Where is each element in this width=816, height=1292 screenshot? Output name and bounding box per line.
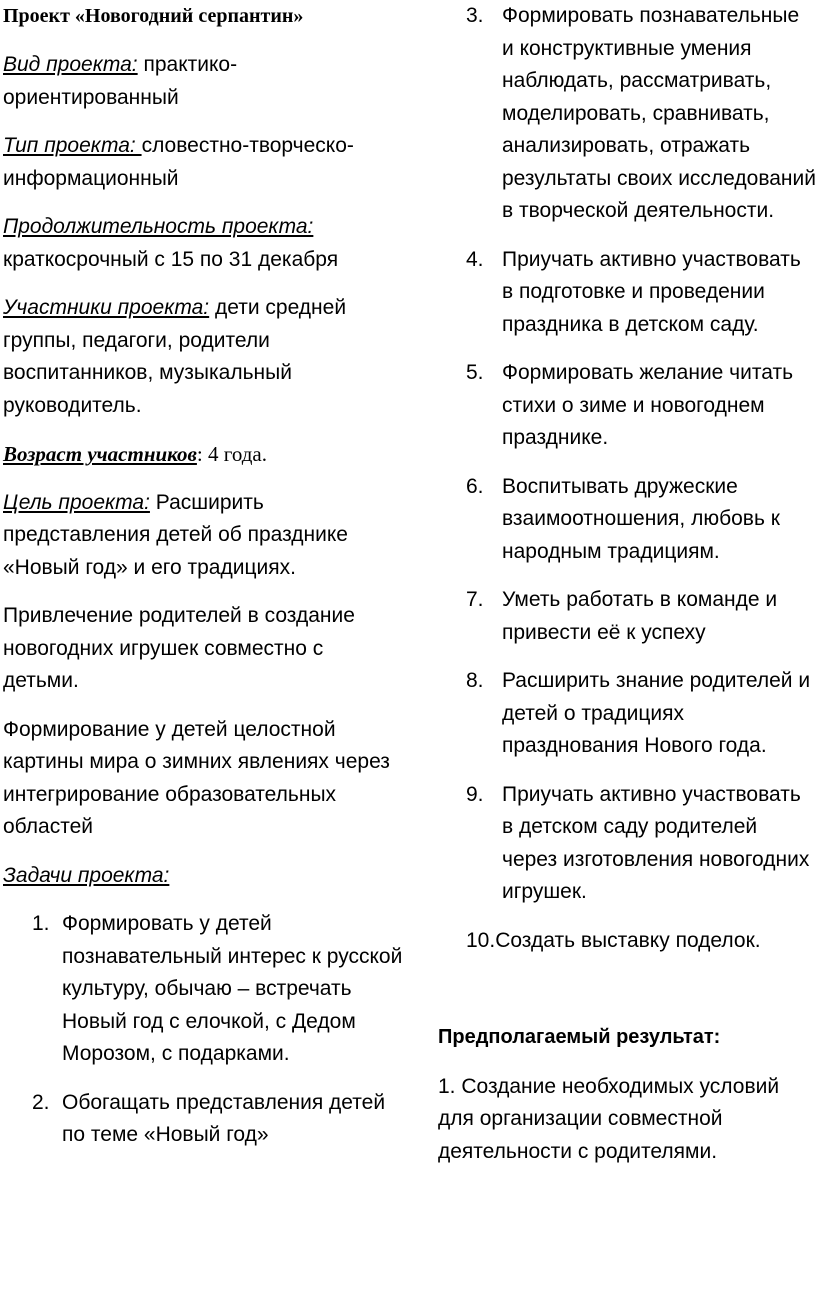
project-kind-value: практико-ориентированный [3,53,238,109]
task-text: Создать выставку поделок. [495,928,761,952]
participants-age-colon: : [196,442,203,466]
project-participants-value: дети средней группы, педагоги, родители воспитанников, музыкальный руководитель. [3,296,347,417]
task-number: 1. [32,912,50,935]
task-number: 10. [466,928,496,952]
task-text: Приучать активно участвовать в детском саду родителей через изготовления новогодних игрушек. [502,782,810,903]
task-text: Формировать познавательные и конструктивные умения наблюдать, рассматривать, моделировать, сравнивать, анализировать, отражать результаты своих исследований в творческой деятельности. [502,4,816,222]
project-type-label: Тип проекта: [3,134,142,157]
task-number: 2. [32,1090,50,1114]
goal-paragraph-parents: Привлечение родителей в создание новогодних игрушек совместно с детьми. [3,604,355,692]
project-duration-value: краткосрочный с 15 по 31 декабря [3,247,339,271]
task-item [3,1087,403,1152]
project-duration [3,211,403,276]
task-item [438,779,816,909]
participants-age-label: Возраст участников [3,442,197,466]
task-item [438,0,816,228]
task-text: Расширить знание родителей и детей о традициях празднования Нового года. [502,669,811,757]
project-goal-value: Расширить представления детей об празднике «Новый год» и его традициях. [3,490,348,579]
task-text: Формировать у детей познавательный интерес к русской культуру, обычаю – встречать Новый год с елочкой, с Дедом Морозом, с подарками. [62,912,403,1065]
task-item [438,665,816,763]
participants-age-value: 4 года. [202,442,267,466]
expected-result-item: 1. Создание необходимых условий для организации совместной деятельности с родителями. [438,1074,780,1163]
task-number: 3. [466,4,484,27]
right-column [438,0,816,1168]
project-kind-label: Вид проекта: [3,53,138,76]
task-text: Обогащать представления детей по теме «Новый год» [62,1090,386,1146]
project-kind [3,49,403,114]
task-item [3,908,403,1071]
task-number: 4. [466,247,484,271]
task-text: Воспитывать дружеские взаимоотношения, любовь к народным традициям. [502,474,780,563]
task-text: Приучать активно участвовать в подготовке и проведении праздника в детском саду. [502,247,801,336]
project-goal-label: Цель проекта: [3,490,150,514]
tasks-label-row [3,860,403,893]
task-text: Уметь работать в команде и привести её к успеху [502,588,778,644]
task-number: 5. [466,361,484,384]
task-number: 9. [466,782,484,806]
participants-age [3,438,403,471]
task-list-left [3,908,403,1152]
project-goal [3,487,403,585]
left-column [3,0,403,1168]
task-item [438,244,816,342]
task-item [438,357,816,455]
goal-paragraph-worldview: Формирование у детей целостной картины мира о зимних явлениях через интегрирование образовательных областей [3,717,390,838]
project-participants-label: Участники проекта: [3,296,210,319]
task-item [438,925,816,958]
task-text: Формировать желание читать стихи о зиме и новогоднем празднике. [502,361,794,449]
project-duration-label: Продолжительность проекта: [3,215,314,238]
project-participants [3,292,403,422]
task-list-right [438,0,816,957]
task-number: 7. [466,588,484,611]
project-title: Проект «Новогодний серпантин» [3,5,304,27]
task-item [438,471,816,569]
project-type-value: словестно-творческо-информационный [3,134,354,190]
task-number: 6. [466,474,484,498]
task-item [438,584,816,649]
tasks-label: Задачи проекта: [3,863,170,887]
expected-result-heading: Предполагаемый результат: [438,1026,721,1048]
task-number: 8. [466,669,484,692]
project-type [3,130,403,195]
